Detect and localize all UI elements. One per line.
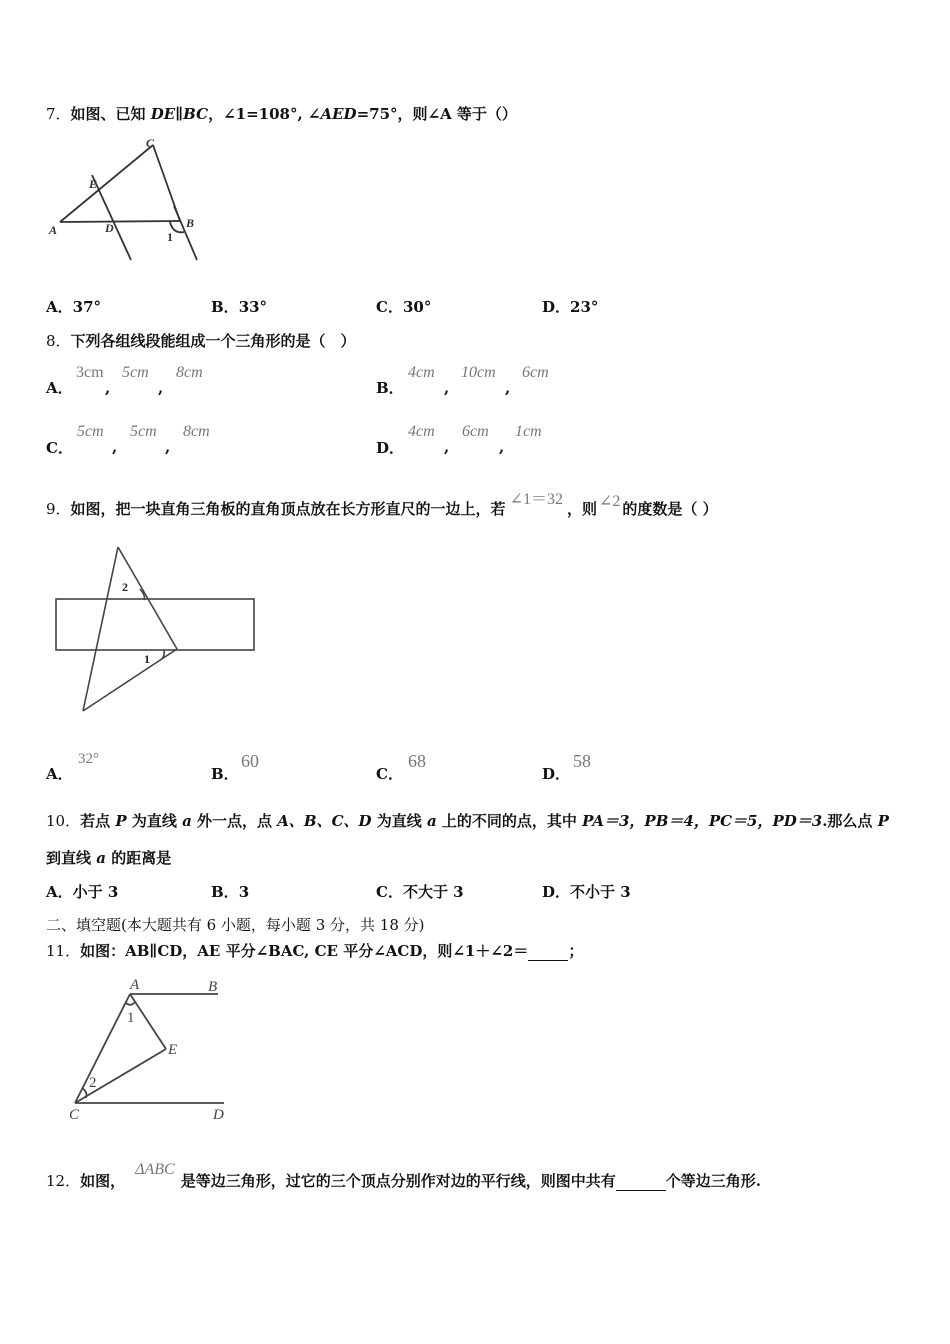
q10-option-c-label: C．	[376, 883, 403, 901]
q10-option-a[interactable]	[46, 881, 118, 902]
q8-b-sep-2: ,	[505, 379, 511, 397]
q11-label-2: 2	[89, 1075, 97, 1091]
q11-figure	[60, 970, 240, 1128]
q10-option-a-text: 小于 3	[72, 883, 119, 901]
q8-b-value-1: 4cm	[408, 364, 435, 381]
q10-option-d[interactable]	[542, 881, 631, 902]
q7-label-d: D	[105, 221, 114, 235]
q9-option-d-value: 58	[573, 751, 591, 771]
q9-label-1: 1	[144, 652, 150, 666]
q9-figure	[50, 540, 260, 720]
q7-stem	[46, 103, 517, 124]
q7-line-bc-extended	[174, 206, 197, 260]
q12-math-abc: ΔABC	[135, 1161, 175, 1178]
q10-line-a: a	[182, 812, 192, 830]
q8-d-value-1: 4cm	[408, 423, 435, 440]
q10-option-c[interactable]	[376, 881, 464, 902]
q7-option-b[interactable]	[211, 296, 267, 317]
q10-line-a-3: a	[96, 849, 106, 867]
q9-option-c-value: 68	[408, 751, 426, 771]
q11-label-b: B	[208, 979, 218, 995]
q10-points: A、B、C、D	[277, 812, 372, 830]
q9-math-1: ∠1＝32	[509, 491, 563, 508]
q7-option-b-text: 33°	[238, 298, 268, 316]
q10-text-4: 为直线	[371, 812, 427, 830]
section-2-heading: 二、填空题(本大题共有 6 小题，每小题 3 分，共 18 分)	[46, 916, 425, 934]
q7-option-a-label: A．	[46, 298, 73, 316]
q9-option-c[interactable]: C．	[376, 765, 403, 783]
q12-text-3: 个等边三角形.	[665, 1172, 761, 1190]
q7-line-de	[92, 175, 131, 260]
q7-option-a-text: 37°	[72, 298, 102, 316]
q9-stem	[46, 491, 718, 519]
q7-label-1: 1	[167, 230, 173, 244]
q9-option-b-value: 60	[241, 751, 259, 771]
q7-option-c-label: C．	[376, 298, 403, 316]
q8-stem	[46, 330, 356, 351]
q10-text-2: 为直线	[126, 812, 183, 830]
q10-option-d-text: 不小于 3	[570, 883, 631, 901]
q11-stem	[46, 940, 583, 961]
q12-text-2: 是等边三角形，过它的三个顶点分别作对边的平行线，则图中共有	[180, 1172, 616, 1190]
q7-label-b: B	[186, 216, 195, 230]
q9-text-1: 如图，把一块直角三角板的直角顶点放在长方形直尺的一边上，若	[70, 500, 506, 518]
q7-figure	[45, 133, 215, 265]
q10-option-c-text: 不大于 3	[402, 883, 464, 901]
q8-a-value-1: 3cm	[76, 364, 104, 381]
q9-option-d[interactable]: D．	[542, 765, 571, 783]
q8-option-c[interactable]: C．	[46, 439, 73, 457]
q11-text: 如图：AB∥CD，AE 平分∠BAC, CE 平分∠ACD，则∠1＋∠2＝	[80, 942, 529, 960]
q11-label-d: D	[213, 1107, 224, 1123]
q7-label-c: C	[146, 136, 155, 150]
q10-line-a-2: a	[426, 812, 437, 830]
q7-text-5: =75°，则∠A 等于（）	[356, 105, 517, 123]
q11-angle-1-arc	[126, 1002, 135, 1005]
q8-d-value-2: 6cm	[462, 423, 489, 440]
q7-text-2: DE∥BC	[150, 105, 209, 123]
q8-b-value-3: 6cm	[522, 364, 549, 381]
q10-text-3: 外一点，点	[191, 812, 278, 830]
q10-option-a-label: A．	[46, 883, 73, 901]
q11-answer-blank[interactable]	[528, 946, 568, 961]
q9-math-2: ∠2	[599, 493, 621, 510]
q10-option-b-label: B．	[211, 883, 239, 901]
q7-option-b-label: B．	[211, 298, 239, 316]
q7-text-3: ，∠1=108°, ∠	[208, 105, 321, 123]
q10-text-1: 若点	[80, 812, 116, 830]
q10-equations: PA＝3，PB＝4，PC＝5，PD＝3	[582, 812, 823, 830]
q12-answer-blank[interactable]	[616, 1176, 666, 1191]
q10-stem-line-1	[46, 810, 889, 831]
q8-c-sep-2: ,	[165, 438, 171, 456]
q8-d-value-3: 1cm	[515, 423, 542, 440]
q9-option-b[interactable]: B．	[211, 765, 239, 783]
q7-label-e: E	[89, 177, 98, 191]
q8-option-b[interactable]: B．	[376, 379, 404, 397]
q11-label-1: 1	[127, 1010, 135, 1026]
q7-option-d-label: D．	[542, 298, 571, 316]
q7-text-4: AED	[320, 105, 357, 123]
q9-option-a[interactable]: A．	[46, 765, 73, 783]
q9-label-2: 2	[122, 580, 128, 594]
q8-a-value-2: 5cm	[122, 364, 149, 381]
q10-option-d-label: D．	[542, 883, 571, 901]
q8-d-sep-1: ,	[444, 438, 450, 456]
q9-number: 9．	[46, 500, 71, 518]
q10-text-8: 的距离是	[105, 849, 172, 867]
q8-option-a[interactable]: A．	[46, 379, 73, 397]
q11-end: ；	[568, 942, 584, 960]
q7-option-a[interactable]	[46, 296, 101, 317]
q9-triangle-side-2	[83, 547, 118, 711]
q8-c-value-1: 5cm	[77, 423, 104, 440]
q12-stem	[46, 1161, 761, 1191]
q9-triangle-side-1	[118, 547, 177, 649]
q8-b-sep-1: ,	[444, 379, 450, 397]
q9-ruler	[56, 599, 254, 650]
q7-line-ab	[60, 221, 180, 222]
q7-label-a: A	[49, 223, 58, 237]
q8-b-value-2: 10cm	[461, 364, 496, 381]
q8-text: 下列各组线段能组成一个三角形的是（ ）	[70, 332, 356, 350]
q8-c-value-2: 5cm	[130, 423, 157, 440]
q7-option-c[interactable]	[376, 296, 431, 317]
q11-line-ae	[130, 994, 166, 1049]
q8-option-d[interactable]: D．	[376, 439, 405, 457]
q8-c-sep-1: ,	[112, 438, 118, 456]
q8-c-value-3: 8cm	[183, 423, 210, 440]
q9-option-a-value: 32°	[78, 751, 99, 767]
q10-text-7: 到直线	[46, 849, 97, 867]
q11-label-c: C	[69, 1107, 80, 1123]
q10-text-6: .那么点	[822, 812, 878, 830]
q12-text-1: 如图，	[80, 1172, 126, 1190]
q10-option-b[interactable]	[211, 881, 249, 902]
q10-stem-line-2	[46, 847, 171, 868]
q8-a-sep-2: ,	[158, 379, 164, 397]
q10-point-p-2: P	[877, 812, 889, 830]
q8-d-sep-2: ,	[499, 438, 505, 456]
q11-label-e: E	[168, 1042, 178, 1058]
q7-number: 7．	[46, 105, 71, 123]
q9-text-3: 的度数是（ ）	[622, 500, 718, 518]
q8-a-sep-1: ,	[105, 379, 111, 397]
q11-number: 11．	[46, 942, 81, 960]
q11-label-a: A	[130, 977, 140, 993]
q10-number: 10．	[46, 812, 81, 830]
q7-option-d[interactable]	[542, 296, 598, 317]
q7-text-1: 如图、已知	[70, 105, 151, 123]
q7-option-d-text: 23°	[570, 298, 599, 316]
q10-point-p: P	[115, 812, 127, 830]
q7-option-c-text: 30°	[402, 298, 432, 316]
q7-line-ac	[60, 145, 153, 222]
q12-number: 12．	[46, 1172, 81, 1190]
q10-text-5: 上的不同的点，其中	[436, 812, 583, 830]
q9-text-2: ，则	[566, 500, 597, 518]
q8-a-value-3: 8cm	[176, 364, 203, 381]
q8-number: 8．	[46, 332, 71, 350]
q10-option-b-text: 3	[238, 883, 250, 901]
